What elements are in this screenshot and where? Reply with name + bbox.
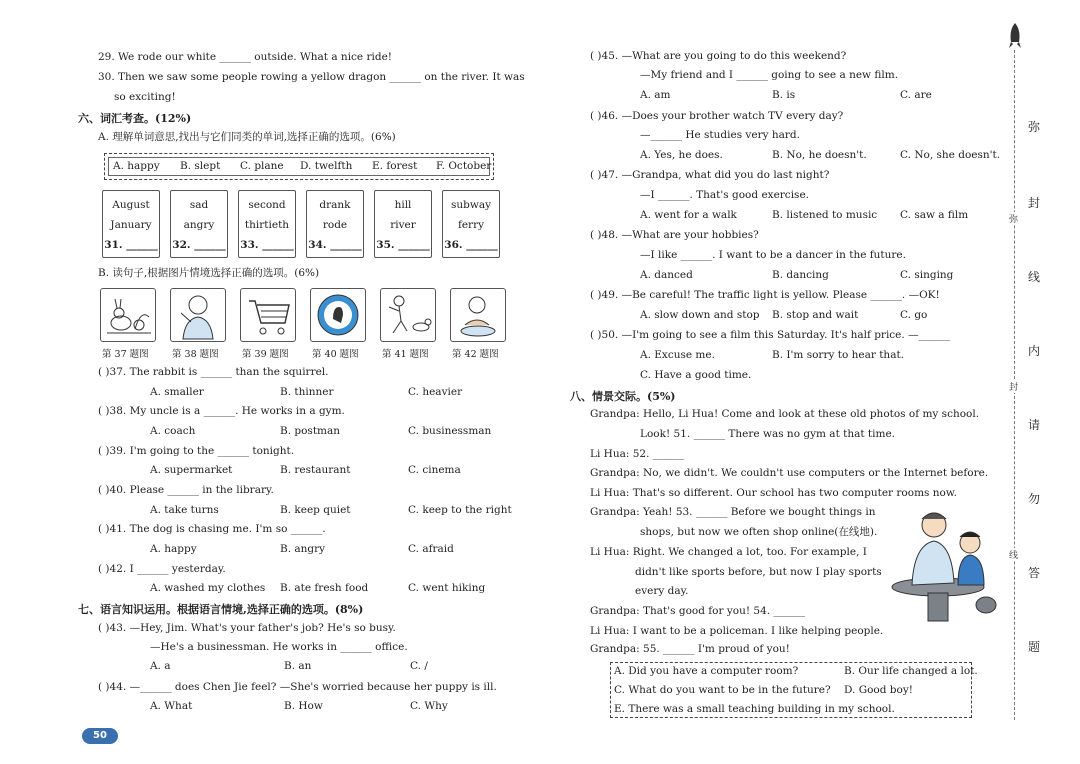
question-30: 30. Then we saw some people rowing a yellow dragon ______ on the river. It was [98,71,525,83]
margin-small-char: 弥 [1009,212,1018,225]
question-43-cont: —He's a businessman. He works in ______ office. [150,641,408,653]
question-50: ( )50. —I'm going to see a film this Saturday. It's half price. —______ [590,329,951,341]
option[interactable]: B. listened to music [772,209,878,221]
word-bank-item: F. October [436,160,492,172]
option[interactable]: C. cinema [408,464,461,476]
option[interactable]: A. Yes, he does. [640,149,723,161]
option[interactable]: C. saw a film [900,209,969,221]
coach-icon [170,288,226,342]
dialogue-line: Grandpa: 55. ______ I'm proud of you! [590,643,790,655]
question-49: ( )49. —Be careful! The traffic light is yellow. Please ______. —OK! [590,289,940,301]
option[interactable]: A. coach [150,425,196,437]
dialogue-line: Li Hua: That's so different. Our school has two computer rooms now. [590,487,957,499]
margin-char: 封 [1028,196,1041,210]
boy-washing-clothes-icon [450,288,506,342]
margin-char: 请 [1028,418,1041,432]
dialogue-line: Look! 51. ______ There was no gym at that time. [640,428,896,440]
option[interactable]: C. afraid [408,543,454,555]
picture-caption: 第 37 题图 [102,349,149,360]
margin-char: 内 [1028,344,1041,358]
option[interactable]: A. danced [640,269,693,281]
question-43: ( )43. —Hey, Jim. What's your father's job? He's so busy. [98,622,396,634]
dialogue-line: Grandpa: Yeah! 53. ______ Before we bought things in [590,506,876,518]
word-bank-item: C. plane [240,160,284,172]
picture-caption: 第 41 题图 [382,349,429,360]
word-card: second thirtieth 33. ______ [238,190,296,258]
option[interactable]: A. Excuse me. [640,349,715,361]
option[interactable]: A. a [150,660,171,672]
section-6b-instruction: B. 读句子,根据图片情境选择正确的选项。(6%) [98,267,320,279]
picture-caption: 第 38 题图 [172,349,219,360]
question-30-cont: so exciting! [114,91,176,103]
dialogue-line: shops, but now we often shop online(在线地). [640,526,878,538]
option[interactable]: B. No, he doesn't. [772,149,867,161]
dialogue-line: every day. [635,585,689,597]
question-41: ( )41. The dog is chasing me. I'm so ______. [98,523,326,535]
margin-char: 弥 [1028,120,1041,134]
option[interactable]: C. Why [410,700,448,712]
grandpa-boy-illustration-icon [888,505,1000,627]
option[interactable]: A. take turns [150,504,219,516]
dialogue-option[interactable]: B. Our life changed a lot. [844,665,978,677]
dialogue-line: Grandpa: That's good for you! 54. ______ [590,605,805,617]
dialogue-option[interactable]: C. What do you want to be in the future? [614,684,831,696]
option[interactable]: A. washed my clothes [150,582,266,594]
option[interactable]: C. No, she doesn't. [900,149,1001,161]
dog-chasing-boy-icon [380,288,436,342]
option[interactable]: C. keep to the right [408,504,512,516]
shopping-cart-icon [240,288,296,342]
dialogue-line: Li Hua: I want to be a policeman. I like helping people. [590,625,884,637]
word-bank-item: E. forest [372,160,418,172]
question-44: ( )44. —______ does Chen Jie feel? —She's worried because her puppy is ill. [98,681,497,693]
option[interactable]: A. supermarket [150,464,233,476]
option[interactable]: B. I'm sorry to hear that. [772,349,905,361]
dialogue-option[interactable]: D. Good boy! [844,684,914,696]
option[interactable]: B. thinner [280,386,334,398]
option[interactable]: A. am [640,89,671,101]
option[interactable]: A. slow down and stop [640,309,760,321]
word-card: drank rode 34. ______ [306,190,364,258]
picture-caption: 第 42 题图 [452,349,499,360]
keep-quiet-sign-icon [310,288,366,342]
question-29: 29. We rode our white ______ outside. What a nice ride! [98,51,393,63]
question-46-cont: —______ He studies very hard. [640,129,800,141]
dialogue-line: Grandpa: Hello, Li Hua! Come and look at these old photos of my school. [590,408,980,420]
option[interactable]: B. postman [280,425,341,437]
question-45-cont: —My friend and I ______ going to see a new film. [640,69,899,81]
section-6-heading: 六、词汇考查。(12%) [78,112,192,125]
margin-small-char: 线 [1009,548,1018,561]
dialogue-line: Li Hua: Right. We changed a lot, too. For example, I [590,546,867,558]
rocket-icon [1008,22,1022,50]
question-48: ( )48. —What are your hobbies? [590,229,759,241]
word-card: sad angry 32. ______ [170,190,228,258]
option[interactable]: B. keep quiet [280,504,351,516]
question-38: ( )38. My uncle is a ______. He works in a gym. [98,405,345,417]
margin-char: 题 [1028,640,1041,654]
section-6a-instruction: A. 理解单词意思,找出与它们同类的单词,选择正确的选项。(6%) [98,131,396,143]
option[interactable]: B. restaurant [280,464,351,476]
option[interactable]: A. What [150,700,193,712]
option[interactable]: A. went for a walk [640,209,737,221]
margin-char: 线 [1028,270,1041,284]
picture-caption: 第 39 题图 [242,349,289,360]
rabbit-squirrel-icon [100,288,156,342]
word-bank-item: B. slept [180,160,221,172]
page-number: 50 [93,730,107,741]
option[interactable]: A. happy [150,543,197,555]
word-bank-item: A. happy [113,160,160,172]
word-card: hill river 35. ______ [374,190,432,258]
option[interactable]: A. smaller [150,386,204,398]
dialogue-option[interactable]: E. There was a small teaching building in my school. [614,703,895,715]
dialogue-line: Li Hua: 52. ______ [590,448,685,460]
option[interactable]: B. dancing [772,269,829,281]
margin-char: 答 [1028,566,1041,580]
dialogue-option[interactable]: A. Did you have a computer room? [614,665,799,677]
word-bank-item: D. twelfth [300,160,353,172]
option[interactable]: B. How [284,700,323,712]
question-39: ( )39. I'm going to the ______ tonight. [98,445,295,457]
question-45: ( )45. —What are you going to do this weekend? [590,50,847,62]
option[interactable]: C. go [900,309,928,321]
question-47-cont: —I ______. That's good exercise. [640,189,809,201]
picture-caption: 第 40 题图 [312,349,359,360]
option[interactable]: B. is [772,89,796,101]
word-card: subway ferry 36. ______ [442,190,500,258]
option[interactable]: B. an [284,660,312,672]
page-number-badge [82,728,118,744]
question-42: ( )42. I ______ yesterday. [98,563,226,575]
option[interactable]: C. / [410,660,428,672]
section-7-heading: 七、语言知识运用。根据语言情境,选择正确的选项。(8%) [78,603,364,616]
margin-small-char: 封 [1009,380,1018,393]
option[interactable]: C. heavier [408,386,463,398]
option[interactable]: B. stop and wait [772,309,859,321]
question-47: ( )47. —Grandpa, what did you do last night? [590,169,830,181]
option[interactable]: C. businessman [408,425,492,437]
option[interactable]: C. are [900,89,932,101]
question-37: ( )37. The rabbit is ______ than the squirrel. [98,366,329,378]
question-48-cont: —I like ______. I want to be a dancer in the future. [640,249,906,261]
option[interactable]: C. Have a good time. [640,369,752,381]
option[interactable]: C. went hiking [408,582,486,594]
dialogue-line: Grandpa: No, we didn't. We couldn't use computers or the Internet before. [590,467,989,479]
option[interactable]: C. singing [900,269,954,281]
margin-char: 勿 [1028,492,1041,506]
word-card: August January 31. ______ [102,190,160,258]
section-8-heading: 八、情景交际。(5%) [570,390,676,403]
option[interactable]: B. ate fresh food [280,582,369,594]
question-46: ( )46. —Does your brother watch TV every day? [590,110,844,122]
question-40: ( )40. Please ______ in the library. [98,484,274,496]
dialogue-line: didn't like sports before, but now I play sports [635,566,882,578]
option[interactable]: B. angry [280,543,326,555]
